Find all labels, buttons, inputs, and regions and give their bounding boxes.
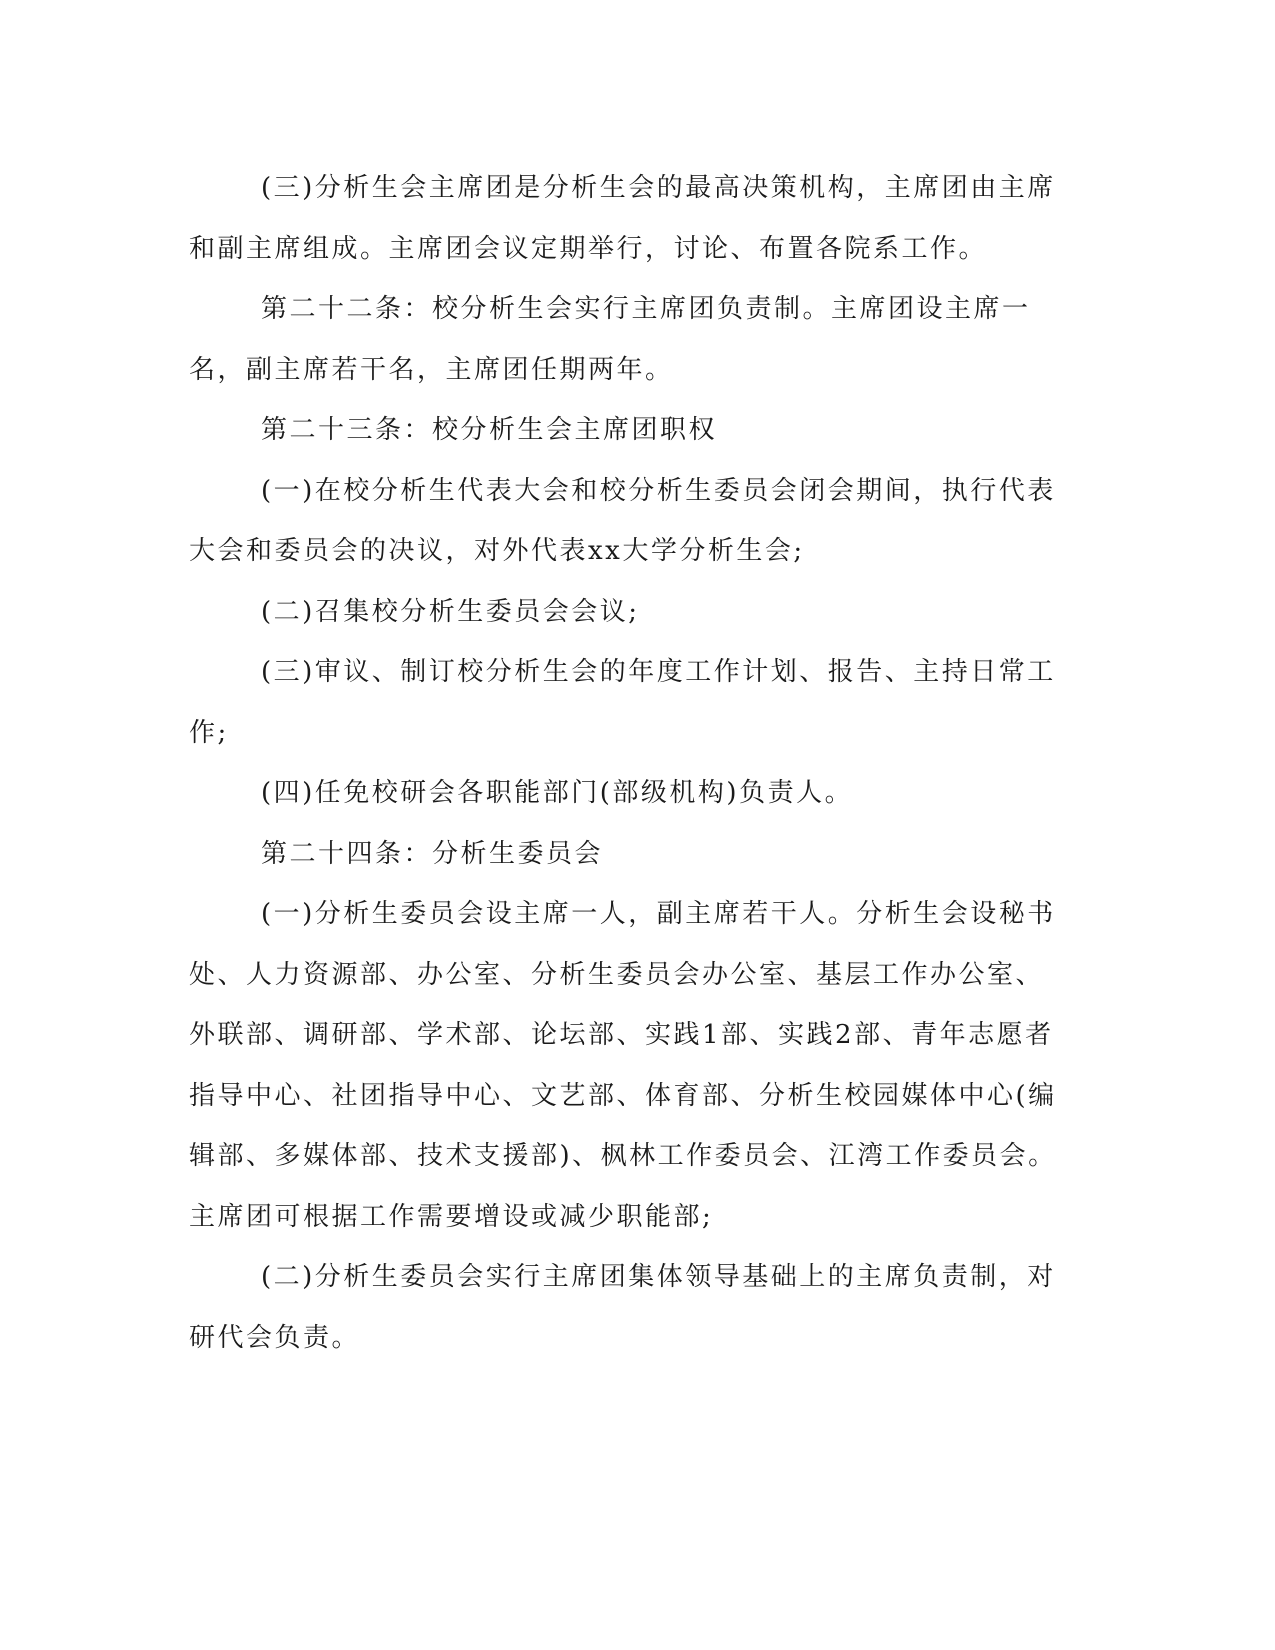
paragraph-article-24-item-2: (二)分析生委员会实行主席团集体领导基础上的主席负责制，对研代会负责。 xyxy=(189,1262,1056,1353)
paragraph-article-23-item-3: (三)审议、制订校分析生会的年度工作计划、报告、主持日常工作; xyxy=(189,657,1056,748)
paragraph-article-23-title: 第二十三条：校分析生会主席团职权 xyxy=(261,415,718,445)
paragraph-article-24-title: 第二十四条：分析生委员会 xyxy=(261,838,604,869)
paragraph-presidium-definition: (三)分析生会主席团是分析生会的最高决策机构，主席团由主席和副主席组成。主席团会议定期举行，讨论、布置各院系工作。 xyxy=(189,173,1056,264)
paragraph-article-23-item-2: (二)召集校分析生委员会会议; xyxy=(261,596,640,627)
paragraph-article-23-item-4: (四)任免校研会各职能部门(部级机构)负责人。 xyxy=(261,778,854,808)
document-body xyxy=(189,158,1059,1368)
paragraph-article-24-item-1: (一)分析生委员会设主席一人，副主席若干人。分析生会设秘书处、人力资源部、办公室、分析生委员会办公室、基层工作办公室、外联部、调研部、学术部、论坛部、实践1部、实践2部、青年志愿者指导中心、社团指导中心、文艺部、体育部、分析生校园媒体中心(编辑部、多媒体部、技术支援部)、枫林工作委员会、江湾工作委员会。主席团可根据工作需要增设或减少职能部; xyxy=(189,899,1057,1232)
paragraph-article-22: 第二十二条：校分析生会实行主席团负责制。主席团设主席一名，副主席若干名，主席团任期两年。 xyxy=(189,294,1031,385)
paragraph-article-23-item-1: (一)在校分析生代表大会和校分析生委员会闭会期间，执行代表大会和委员会的决议，对外代表xx大学分析生会; xyxy=(189,475,1056,566)
